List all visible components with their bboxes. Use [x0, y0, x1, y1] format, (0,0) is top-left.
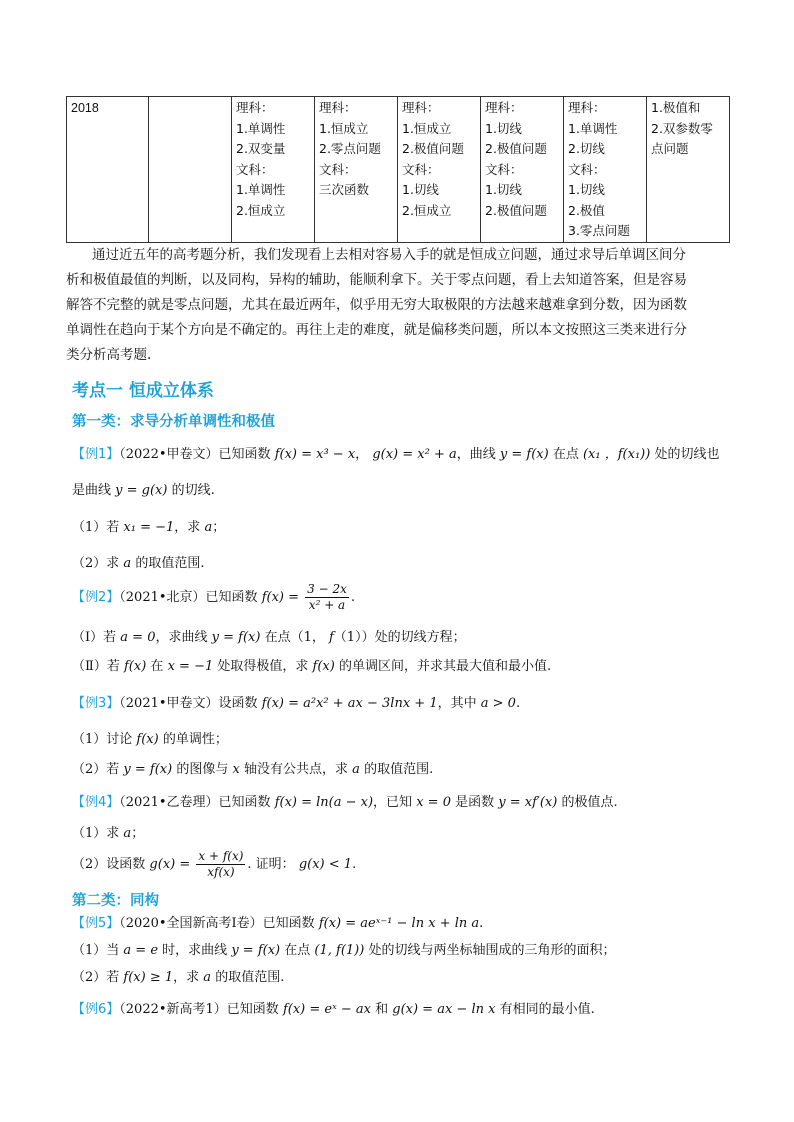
cell-text: 2.极值问题	[485, 141, 547, 156]
table-row	[67, 97, 730, 243]
fraction	[305, 582, 349, 613]
formula: f(x) ≥ 1	[123, 970, 174, 985]
text: ；	[212, 520, 226, 535]
example-source: （2021•北京）已知函数	[119, 590, 258, 605]
example-3-line	[72, 692, 520, 711]
cell-text: 理科：	[402, 100, 440, 115]
intro-line: 单调性在趋向于某个方向是不确定的。再往上走的难度，就是偏移类问题，所以本文按照这三类来进行分	[66, 322, 687, 338]
cell-text: 文科：	[485, 161, 523, 177]
text: （2）若	[72, 762, 120, 777]
table-cell	[232, 97, 315, 243]
text: （2）求	[72, 556, 120, 571]
empty-cell	[149, 97, 232, 243]
cell-text: 2.双参数零	[651, 120, 713, 136]
example-source: （2021•乙卷理）已知函数	[119, 795, 271, 810]
cell-text: 理科：	[319, 100, 357, 115]
formula: g(x) < 1	[298, 857, 353, 872]
text: （1）讨论	[72, 732, 133, 747]
text: （2）若	[72, 970, 120, 985]
text: 的取值范围.	[364, 762, 434, 777]
example-tag: 【例2】	[72, 590, 120, 605]
text: .	[352, 857, 357, 872]
cell-text: 1.切线	[402, 182, 439, 197]
text: 时，求曲线	[162, 943, 228, 958]
formula: a = e	[123, 943, 159, 958]
cell-text: 2.双变量	[236, 141, 286, 156]
formula: f(x)	[312, 659, 335, 674]
text: （1）若	[72, 520, 120, 535]
formula: g(x) =	[149, 857, 191, 872]
fraction-denominator: x² + a	[308, 598, 346, 612]
formula: y = f(x)	[231, 943, 281, 958]
example-tag: 【例5】	[72, 916, 120, 931]
text: （Ⅰ）若	[72, 630, 117, 645]
formula: x = −1	[167, 659, 214, 674]
text: ，求	[174, 520, 201, 535]
intro-line: 类分析高考题.	[66, 347, 152, 363]
table-cell	[647, 97, 730, 243]
table-cell	[398, 97, 481, 243]
cell-text: 1.切线	[485, 120, 522, 136]
cell-text: 文科：	[568, 161, 606, 177]
formula: a > 0	[480, 696, 516, 711]
formula: f(x) = a²x² + ax − 3lnx + 1	[261, 696, 438, 711]
cell-text: 2.零点问题	[319, 141, 381, 156]
table-cell	[564, 97, 647, 243]
formula: y = f(x)	[211, 630, 261, 645]
text: 有相同的最小值.	[499, 1002, 595, 1017]
text: ，求	[173, 970, 200, 985]
formula: g(x) = ax − ln x	[392, 1002, 496, 1017]
example-tag: 【例3】	[72, 696, 120, 711]
text: （1）当	[72, 943, 120, 958]
example-3-question-2	[72, 758, 433, 777]
text: ，	[355, 447, 369, 462]
cell-text: 理科：	[568, 100, 606, 115]
text: ，已知	[373, 795, 413, 810]
cell-text: 1.单调性	[236, 120, 286, 136]
formula: y = xf′(x)	[498, 795, 558, 810]
text: （1））处的切线方程；	[333, 630, 466, 645]
intro-line: 解答不完整的就是零点问题，尤其在最近两年，似乎用无穷大取极限的方法越来越难拿到分数，因为函数	[66, 297, 687, 313]
formula: f(x) = eˣ − ax	[282, 1002, 371, 1017]
fraction	[196, 849, 245, 880]
text: （2）设函数	[72, 857, 146, 872]
text: 处的切线与两坐标轴围成的三角形的面积；	[368, 943, 616, 958]
fraction-numerator: x + f(x)	[198, 849, 244, 863]
formula: a	[123, 556, 132, 571]
text: 轴没有公共点，求	[244, 762, 349, 777]
exam-summary-table	[66, 96, 730, 243]
example-5-question-2	[72, 966, 284, 985]
formula: x₁ = −1	[123, 520, 175, 535]
formula: a = 0	[120, 630, 156, 645]
example-source: （2020•全国新高考Ⅰ卷）已知函数	[119, 916, 315, 931]
fraction-numerator: 3 − 2x	[307, 582, 347, 596]
text: 在	[150, 659, 164, 674]
intro-paragraph	[66, 243, 734, 368]
year-cell: 2018	[67, 97, 149, 243]
fraction-denominator: xf(x)	[207, 865, 235, 879]
example-source: （2021•甲卷文）设函数	[119, 696, 258, 711]
text: 的取值范围.	[135, 556, 205, 571]
formula: a	[203, 970, 212, 985]
example-1-line	[72, 479, 215, 498]
example-tag: 【例6】	[72, 1002, 120, 1017]
cell-text: 1.单调性	[236, 182, 286, 197]
cell-text: 理科：	[236, 100, 274, 115]
example-2-line	[72, 582, 355, 613]
formula: f(x) = ln(a − x)	[274, 795, 374, 810]
example-1-line	[72, 443, 719, 462]
text: . 证明：	[247, 857, 295, 872]
cell-text: 文科：	[402, 161, 440, 177]
formula: a	[123, 826, 132, 841]
example-tag: 【例1】	[72, 447, 120, 462]
example-3-question-1	[72, 728, 228, 747]
formula: f(x)	[123, 659, 147, 674]
text: 的单调性；	[162, 732, 228, 747]
subsection-title: 第二类：同构	[72, 893, 159, 909]
cell-text: 2.恒成立	[402, 202, 452, 218]
text: （1）求	[72, 826, 120, 841]
text: 和	[375, 1002, 389, 1017]
cell-text: 2.极值	[568, 202, 605, 218]
cell-text: 2.切线	[568, 141, 605, 156]
intro-line: 通过近五年的高考题分析，我们发现看上去相对容易入手的就是恒成立问题，通过求导后单调区间分	[92, 247, 686, 263]
text: 是函数	[455, 795, 495, 810]
formula: (1, f(1))	[314, 943, 365, 958]
example-6-line	[72, 998, 595, 1017]
text: 的取值范围.	[215, 970, 285, 985]
text: 处的切线也	[654, 447, 720, 462]
example-1-question-1	[72, 516, 225, 535]
cell-text: 1.切线	[485, 182, 522, 197]
formula: a	[204, 520, 213, 535]
cell-text: 2.极值问题	[485, 202, 547, 218]
intro-line: 析和极值最值的判断，以及同构，异构的辅助，能顺利拿下。关于零点问题，看上去知道答案，但是容易	[66, 272, 687, 288]
example-tag: 【例4】	[72, 795, 120, 810]
example-4-question-1	[72, 822, 144, 841]
text: 的单调区间，并求其最大值和最小值.	[338, 659, 552, 674]
formula: y = f(x)	[123, 762, 173, 777]
table-cell	[315, 97, 398, 243]
formula: f(x)	[136, 732, 159, 747]
text: ，其中	[437, 696, 477, 711]
text: 的极值点.	[561, 795, 618, 810]
formula: f(x) =	[261, 590, 299, 605]
cell-text: 2.恒成立	[236, 202, 286, 218]
text: .	[515, 696, 521, 711]
text: 在点	[284, 943, 311, 958]
formula: f(x) = x³ − x	[274, 447, 356, 462]
formula: y = f(x)	[499, 447, 549, 462]
formula: x = 0	[416, 795, 451, 810]
text: 是曲线	[72, 483, 112, 498]
formula: g(x) = x² + a	[372, 447, 457, 462]
formula: y = g(x)	[115, 483, 168, 498]
formula: f(x) = aeˣ⁻¹ − ln x + ln a	[318, 916, 480, 931]
example-4-line	[72, 791, 618, 810]
example-5-question-1	[72, 939, 615, 958]
text: ，曲线	[456, 447, 496, 462]
example-2-question-2	[72, 655, 551, 674]
text: 的切线.	[171, 483, 215, 498]
cell-text: 2.极值问题	[402, 141, 464, 156]
cell-text: 1.单调性	[568, 120, 618, 136]
cell-text: 1.极值和	[651, 100, 701, 115]
cell-text: 点问题	[651, 141, 689, 156]
section-title: 考点一 恒成立体系	[72, 381, 214, 401]
example-5-line	[72, 912, 483, 931]
formula: x	[232, 762, 240, 777]
cell-text: 文科：	[319, 161, 357, 177]
subsection-title: 第一类：求导分析单调性和极值	[72, 414, 275, 430]
text: .	[479, 916, 484, 931]
formula: a	[352, 762, 360, 777]
text: ；	[131, 826, 145, 841]
example-source: （2022•甲卷文）已知函数	[119, 447, 271, 462]
example-1-question-2	[72, 552, 204, 571]
formula: (x₁ ，f(x₁))	[582, 447, 651, 462]
text: 处取得极值，求	[217, 659, 309, 674]
example-2-question-1	[72, 626, 466, 645]
cell-text: 1.恒成立	[402, 120, 452, 136]
example-source: （2022•新高考1）已知函数	[119, 1002, 279, 1017]
cell-text: 1.恒成立	[319, 120, 369, 136]
cell-text: 理科：	[485, 100, 523, 115]
cell-text: 文科：	[236, 161, 274, 177]
table-cell	[481, 97, 564, 243]
text: 在点	[552, 447, 579, 462]
text: 在点（1，	[264, 630, 325, 645]
cell-text: 三次函数	[319, 182, 370, 197]
cell-text: 1.切线	[568, 182, 605, 197]
example-4-question-2	[72, 849, 356, 880]
formula: f	[328, 630, 334, 645]
text: 的图像与	[176, 762, 229, 777]
text: .	[350, 590, 356, 605]
text: （Ⅱ）若	[72, 659, 120, 674]
text: ，求曲线	[155, 630, 208, 645]
cell-text: 3.零点问题	[568, 223, 630, 238]
